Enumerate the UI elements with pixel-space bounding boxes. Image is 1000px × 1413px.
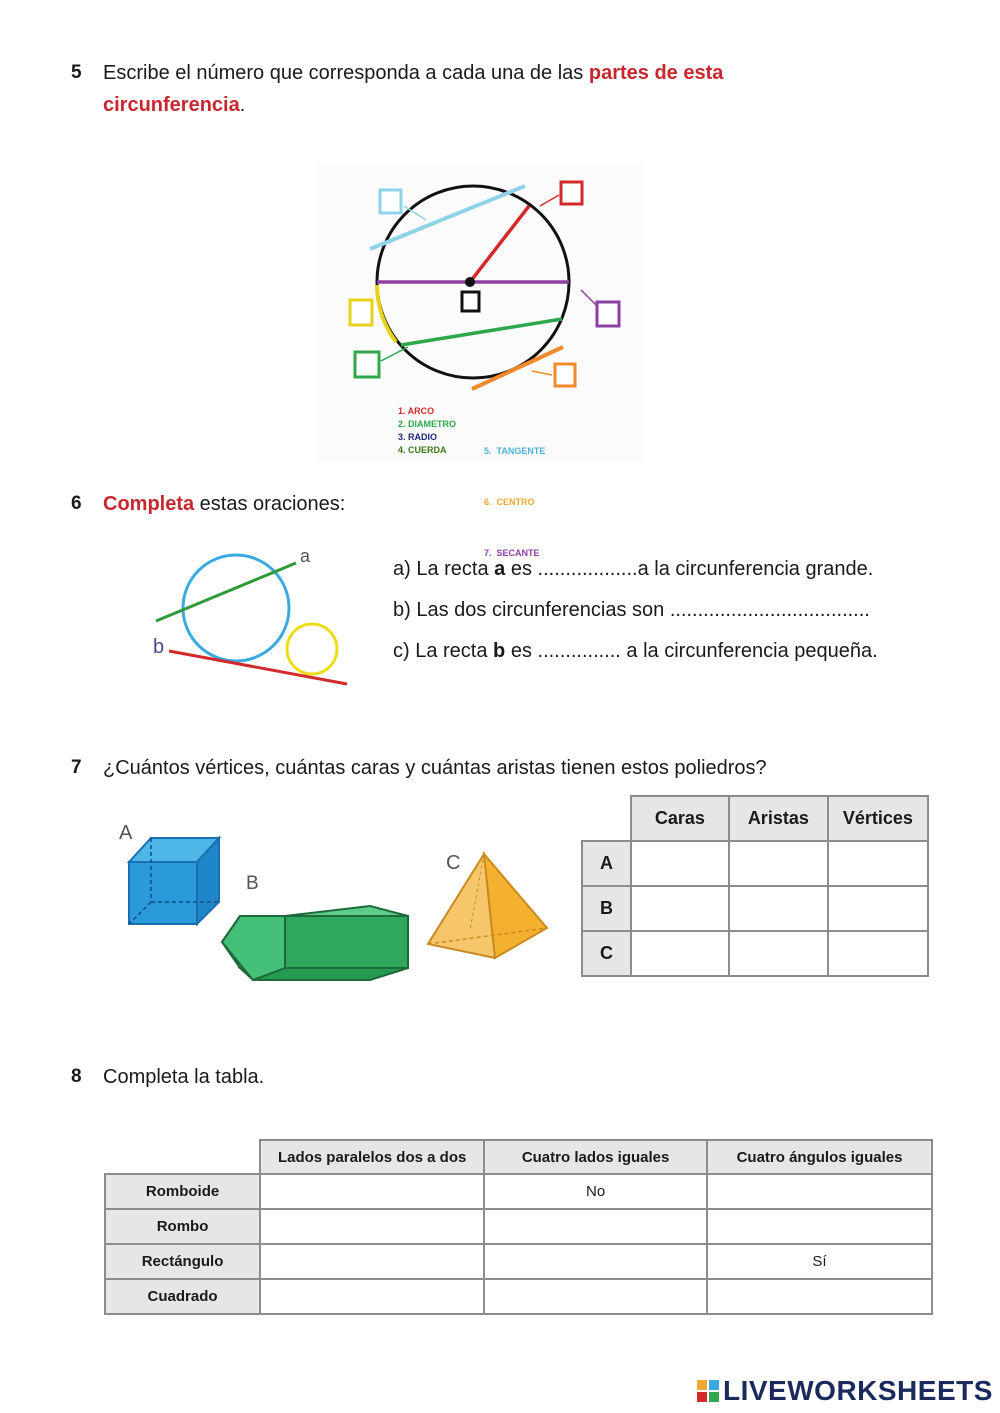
empty-corner: [582, 796, 631, 841]
circle-parts-figure: [316, 165, 644, 558]
sentence-c-start: c) La recta: [393, 640, 494, 662]
header-aristas: Aristas: [729, 796, 828, 841]
header-angulos-iguales: Cuatro ángulos iguales: [707, 1140, 932, 1174]
legend-item-secante: 7. SECANTE: [484, 548, 540, 558]
row-label-b: B: [582, 886, 631, 931]
label-b: b: [153, 636, 165, 658]
sentence-b: [393, 599, 870, 622]
polyhedra-diagram: [110, 820, 560, 990]
answer-cell: Sí: [707, 1244, 932, 1279]
table-row: [582, 841, 928, 886]
answer-cell[interactable]: [484, 1279, 707, 1314]
answer-cell[interactable]: [729, 886, 828, 931]
table-row: [582, 886, 928, 931]
row-label-rectangulo: Rectángulo: [105, 1244, 260, 1279]
answer-cell[interactable]: [260, 1244, 484, 1279]
answer-cell[interactable]: [729, 931, 828, 976]
question-6-prompt: [103, 488, 345, 520]
sentence-a-start: a) La recta: [393, 558, 495, 580]
shape-label-b: B: [246, 873, 259, 894]
answer-box-purple: [597, 302, 619, 326]
sentence-a-blank[interactable]: ..................: [537, 558, 638, 580]
answer-cell[interactable]: [631, 841, 729, 886]
sentence-c-end: a la circunferencia pequeña.: [620, 640, 878, 662]
answer-cell[interactable]: [260, 1279, 484, 1314]
sentence-c-letter: b: [493, 640, 506, 662]
liveworksheets-logo: [697, 1375, 993, 1407]
row-label-cuadrado: Cuadrado: [105, 1279, 260, 1314]
question-7-number: 7: [71, 757, 82, 778]
polyhedra-table: [581, 795, 929, 977]
circles-lines-figure: [148, 540, 358, 690]
table-row: [105, 1174, 932, 1209]
legend-left: [398, 405, 456, 457]
sentence-b-blank[interactable]: ....................................: [669, 599, 870, 621]
row-label-c: C: [582, 931, 631, 976]
label-a: a: [300, 546, 311, 566]
answer-cell: No: [484, 1174, 707, 1209]
answer-cell[interactable]: [828, 886, 928, 931]
shape-label-c: C: [446, 852, 461, 874]
answer-box-black: [462, 292, 479, 311]
answer-cell[interactable]: [631, 931, 729, 976]
question-5-period: .: [239, 94, 246, 116]
sentence-a-letter: a: [494, 558, 506, 580]
answer-cell[interactable]: [707, 1279, 932, 1314]
row-label-a: A: [582, 841, 631, 886]
answer-box-red: [561, 182, 582, 204]
header-caras: Caras: [631, 796, 729, 841]
answer-box-yellow: [350, 300, 372, 325]
question-6-highlight: Completa: [103, 493, 195, 515]
quadrilaterals-table: [104, 1139, 933, 1315]
question-6-text: estas oraciones:: [194, 493, 346, 515]
row-label-rombo: Rombo: [105, 1209, 260, 1244]
shape-label-a: A: [119, 822, 133, 844]
question-5-text: Escribe el número que corresponda a cada una de las: [103, 62, 589, 84]
table-row: [105, 1279, 932, 1314]
legend-item-arco: 1. ARCO: [398, 406, 435, 416]
table-row: [105, 1244, 932, 1279]
empty-corner: [105, 1140, 260, 1174]
polyhedra-figure: [110, 820, 560, 990]
answer-cell[interactable]: [631, 886, 729, 931]
legend-item-cuerda: 4. CUERDA: [398, 445, 447, 455]
header-paralelos: Lados paralelos dos a dos: [260, 1140, 484, 1174]
question-5-number: 5: [71, 62, 82, 83]
table-row: [582, 931, 928, 976]
sentence-c-blank[interactable]: ...............: [537, 640, 621, 662]
center-point: [465, 277, 475, 287]
logo-icon: [697, 1380, 719, 1402]
legend-item-diametro: 2. DIAMETRO: [398, 419, 457, 429]
table-row: [105, 1209, 932, 1244]
legend-item-tangente: 5. TANGENTE: [484, 446, 546, 456]
question-6-number: 6: [71, 493, 82, 514]
sentence-c: [393, 640, 878, 663]
small-circle: [287, 624, 337, 674]
logo-text: LIVEWORKSHEETS: [723, 1375, 993, 1406]
question-8-number: 8: [71, 1066, 82, 1087]
answer-box-orange: [555, 364, 575, 386]
answer-cell[interactable]: [729, 841, 828, 886]
circle-parts-diagram: [316, 165, 644, 462]
question-5-prompt: [103, 57, 803, 121]
answer-cell[interactable]: [828, 841, 928, 886]
header-vertices: Vértices: [828, 796, 928, 841]
answer-cell[interactable]: [260, 1209, 484, 1244]
answer-box-lightblue: [380, 190, 401, 213]
question-8-text: Completa la tabla.: [103, 1066, 265, 1088]
circles-lines-diagram: [148, 540, 358, 690]
answer-cell[interactable]: [484, 1244, 707, 1279]
legend-item-centro: 6. CENTRO: [484, 497, 535, 507]
sentence-a-mid: es: [505, 558, 538, 580]
header-lados-iguales: Cuatro lados iguales: [484, 1140, 707, 1174]
answer-cell[interactable]: [484, 1209, 707, 1244]
sentence-a-end: a la circunferencia grande.: [637, 558, 874, 580]
sentence-a: [393, 558, 873, 581]
legend-item-radio: 3. RADIO: [398, 432, 438, 442]
row-label-romboide: Romboide: [105, 1174, 260, 1209]
sentence-c-mid: es: [505, 640, 538, 662]
sentence-b-start: b) Las dos circunferencias son: [393, 599, 670, 621]
answer-cell[interactable]: [707, 1174, 932, 1209]
cube-a: [129, 838, 219, 924]
question-5-highlight: partes de esta circunferencia: [103, 62, 724, 116]
answer-cell[interactable]: [260, 1174, 484, 1209]
answer-cell[interactable]: [828, 931, 928, 976]
answer-box-green: [355, 352, 379, 377]
question-7-text: ¿Cuántos vértices, cuántas caras y cuántas aristas tienen estos poliedros?: [103, 757, 767, 779]
line-a: [156, 563, 296, 621]
answer-cell[interactable]: [707, 1209, 932, 1244]
prism-b: [222, 906, 408, 980]
